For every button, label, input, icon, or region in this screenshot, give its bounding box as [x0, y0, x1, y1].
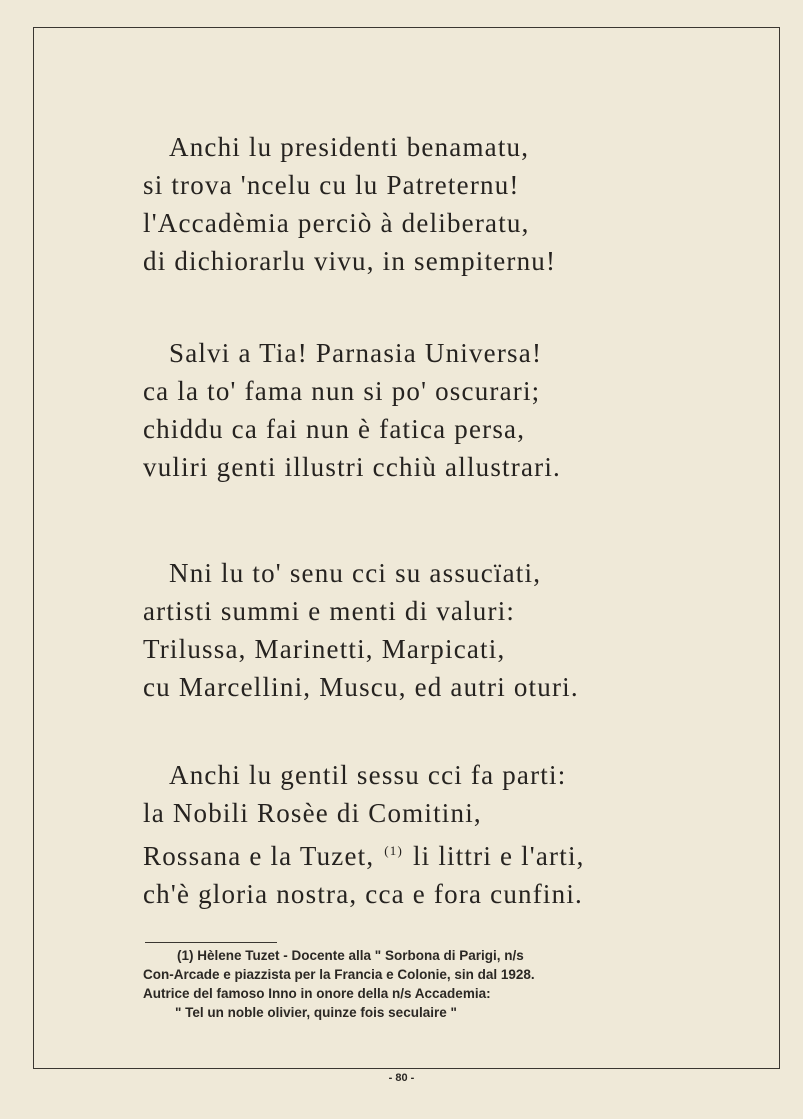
- verse-line: la Nobili Rosèe di Comitini,: [143, 798, 482, 828]
- verse-line: si trova 'ncelu cu lu Patreternu!: [143, 170, 520, 200]
- verse-line-head: Rossana e la Tuzet,: [143, 841, 375, 871]
- stanza-4: [143, 756, 703, 913]
- footnote-line: (1) Hèlene Tuzet - Docente alla " Sorbona di Parigi, n/s: [177, 948, 524, 963]
- verse-line: ch'è gloria nostra, cca e fora cunfini.: [143, 879, 583, 909]
- footnote-line: Autrice del famoso Inno in onore della n/s Accademia:: [143, 986, 491, 1001]
- footnote: [143, 946, 703, 1022]
- verse-line: Salvi a Tia! Parnasia Universa!: [169, 338, 543, 368]
- verse-line: Trilussa, Marinetti, Marpicati,: [143, 634, 506, 664]
- stanza-2: [143, 334, 703, 486]
- verse-line: Anchi lu gentil sessu cci fa parti:: [169, 760, 567, 790]
- page-number: - 80 -: [388, 1072, 415, 1084]
- verse-line-tail: li littri e l'arti,: [412, 841, 585, 871]
- footnote-line: " Tel un noble olivier, quinze fois seculaire ": [175, 1005, 457, 1020]
- stanza-1: [143, 128, 703, 280]
- verse-line: vuliri genti illustri cchiù allustrari.: [143, 452, 561, 482]
- verse-line: artisti summi e menti di valuri:: [143, 596, 516, 626]
- verse-line: di dichiorarlu vivu, in sempiternu!: [143, 246, 557, 276]
- verse-line: Anchi lu presidenti benamatu,: [169, 132, 530, 162]
- verse-line: ca la to' fama nun si po' oscurari;: [143, 376, 541, 406]
- stanza-3: [143, 554, 703, 706]
- verse-line: cu Marcellini, Muscu, ed autri oturi.: [143, 672, 579, 702]
- footnote-divider: [145, 942, 277, 943]
- verse-line: chiddu ca fai nun è fatica persa,: [143, 414, 526, 444]
- verse-line: l'Accadèmia perciò à deliberatu,: [143, 208, 530, 238]
- verse-line: Nni lu to' senu cci su assucïati,: [169, 558, 542, 588]
- verse-line: [143, 832, 703, 875]
- footnote-reference: (1): [384, 843, 404, 858]
- footnote-line: Con-Arcade e piazzista per la Francia e Colonie, sin dal 1928.: [143, 967, 535, 982]
